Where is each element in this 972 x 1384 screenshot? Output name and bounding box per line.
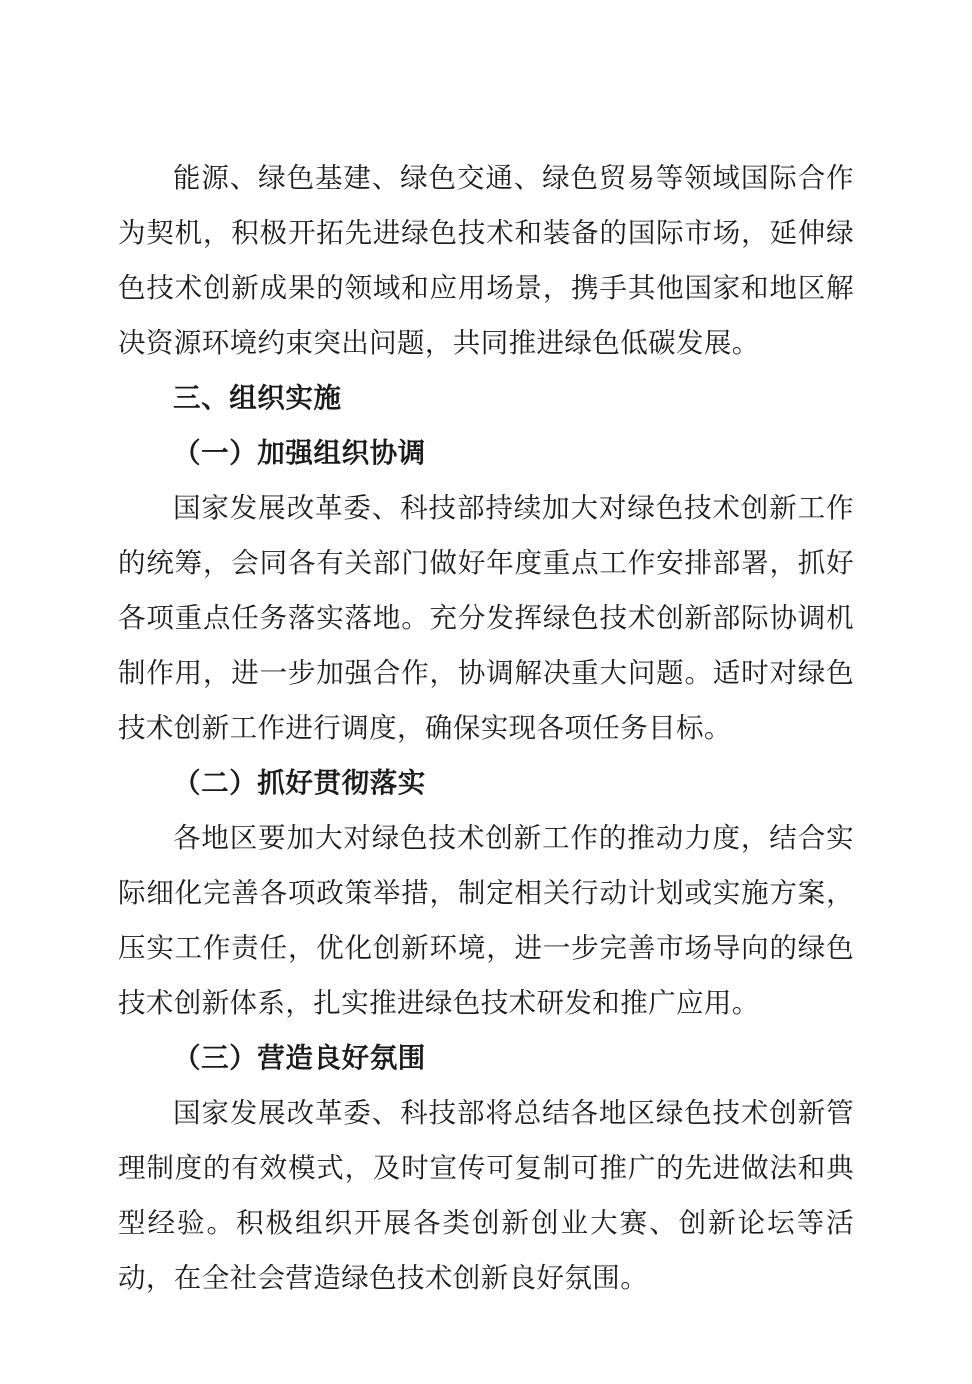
paragraph-subsection-one-body: 国家发展改革委、科技部持续加大对绿色技术创新工作的统筹，会同各有关部门做好年度重点工作安排部署，抓好各项重点任务落实落地。充分发挥绿色技术创新部际协调机制作用，进一步加强合作，协调解决重大问题。适时对绿色技术创新工作进行调度，确保实现各项任务目标。	[118, 492, 854, 743]
paragraph-subsection-three-body: 国家发展改革委、科技部将总结各地区绿色技术创新管理制度的有效模式，及时宣传可复制可推广的先进做法和典型经验。积极组织开展各类创新创业大赛、创新论坛等活动，在全社会营造绿色技术创新良好氛围。	[118, 1097, 854, 1293]
document-body	[118, 150, 854, 1305]
paragraph-international-cooperation: 能源、绿色基建、绿色交通、绿色贸易等领域国际合作为契机，积极开拓先进绿色技术和装备的国际市场，延伸绿色技术创新成果的领域和应用场景，携手其他国家和地区解决资源环境约束突出问题，共同推进绿色低碳发展。	[118, 162, 854, 358]
heading-subsection-three: （三）营造良好氛围	[173, 1042, 426, 1073]
heading-subsection-one: （一）加强组织协调	[173, 437, 426, 468]
paragraph-subsection-two-body: 各地区要加大对绿色技术创新工作的推动力度，结合实际细化完善各项政策举措，制定相关行动计划或实施方案，压实工作责任，优化创新环境，进一步完善市场导向的绿色技术创新体系，扎实推进绿色技术研发和推广应用。	[118, 822, 854, 1018]
heading-subsection-two: （二）抓好贯彻落实	[173, 767, 426, 798]
heading-section-three: 三、组织实施	[173, 382, 342, 413]
